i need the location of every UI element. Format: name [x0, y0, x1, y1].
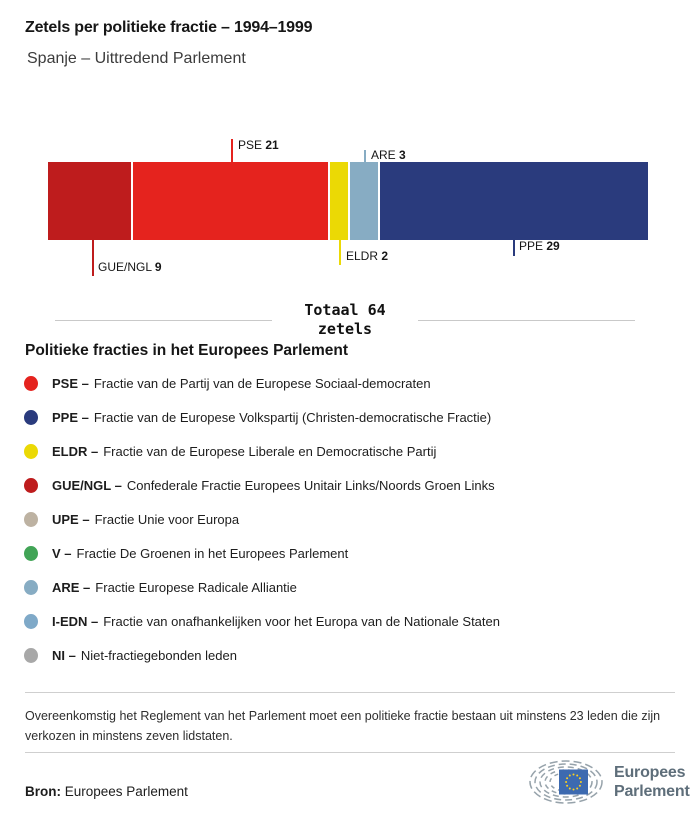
pse-value-label: PSE 21	[238, 138, 279, 152]
ppe-tick-line	[513, 240, 515, 256]
are-dot-icon	[24, 580, 38, 595]
legend-abbr: NI –	[52, 647, 76, 663]
v-dot-icon	[24, 546, 38, 561]
eu-flag-icon	[559, 770, 588, 795]
legend-item-ni	[24, 638, 500, 672]
legend-abbr: V –	[52, 545, 72, 561]
stacked-bar	[48, 162, 648, 240]
total-rule-right	[418, 320, 635, 321]
legend-abbr: PSE –	[52, 375, 89, 391]
total-line-2: zetels	[317, 320, 373, 338]
eldr-tick-line	[339, 240, 341, 265]
legend-abbr: GUE/NGL –	[52, 477, 122, 493]
legend-desc: Fractie van de Europese Volkspartij (Christen-democratische Fractie)	[93, 409, 492, 425]
legend-abbr: UPE –	[52, 511, 90, 527]
legend-desc: Fractie van de Europese Liberale en Democratische Partij	[103, 443, 437, 459]
bar-segment-gue-ngl	[48, 162, 131, 240]
legend-desc: Fractie Europese Radicale Alliantie	[95, 579, 297, 595]
total-line-1: Totaal 64	[304, 301, 386, 319]
ppe-dot-icon	[24, 410, 38, 425]
legend-abbr: I-EDN –	[52, 613, 99, 629]
eldr-dot-icon	[24, 444, 38, 459]
ep-logo-wordmark	[614, 763, 690, 801]
legend-desc: Fractie De Groenen in het Europees Parlement	[76, 545, 349, 561]
are-value-label: ARE 3	[371, 148, 406, 162]
total-rule-left	[55, 320, 272, 321]
total-seats-row	[55, 301, 635, 339]
gue-ngl-dot-icon	[24, 478, 38, 493]
legend-item-i-edn	[24, 604, 500, 638]
source-line	[25, 784, 188, 799]
legend-abbr: ELDR –	[52, 443, 99, 459]
legend-list	[24, 366, 500, 672]
bar-segment-are	[350, 162, 378, 240]
bar-segment-ppe	[380, 162, 648, 240]
upe-dot-icon	[24, 512, 38, 527]
divider-top	[25, 692, 675, 693]
legend-abbr: PPE –	[52, 409, 89, 425]
pse-dot-icon	[24, 376, 38, 391]
ep-logo-line-1: Europees	[614, 764, 686, 781]
page-subtitle: Spanje – Uittredend Parlement	[27, 50, 246, 67]
legend-item-v	[24, 536, 500, 570]
ni-dot-icon	[24, 648, 38, 663]
legend-heading: Politieke fracties in het Europees Parlement	[25, 342, 349, 359]
bar-segment-pse	[133, 162, 327, 240]
gue-ngl-tick-line	[92, 240, 94, 276]
i-edn-dot-icon	[24, 614, 38, 629]
divider-bottom	[25, 752, 675, 753]
page-title: Zetels per politieke fractie – 1994–1999	[25, 19, 313, 36]
legend-desc: Fractie van onafhankelijken voor het Europa van de Nationale Staten	[103, 613, 500, 629]
source-label: Bron:	[25, 784, 61, 799]
gue-ngl-value-label: GUE/NGL 9	[98, 260, 162, 274]
ep-logo-line-2: Parlement	[614, 783, 690, 800]
are-tick-line	[364, 150, 366, 162]
legend-abbr: ARE –	[52, 579, 91, 595]
legend-item-pse	[24, 366, 500, 400]
european-parliament-logo	[526, 759, 690, 805]
legend-item-gue-ngl	[24, 468, 500, 502]
bar-segment-eldr	[330, 162, 349, 240]
eldr-value-label: ELDR 2	[346, 249, 389, 263]
legend-desc: Confederale Fractie Europees Unitair Links/Noords Groen Links	[126, 477, 495, 493]
legend-item-upe	[24, 502, 500, 536]
pse-tick-line	[231, 139, 233, 162]
total-seats-label	[272, 301, 417, 339]
legend-item-eldr	[24, 434, 500, 468]
legend-desc: Niet-fractiegebonden leden	[80, 647, 237, 663]
legend-desc: Fractie Unie voor Europa	[94, 511, 240, 527]
footnote: Overeenkomstig het Reglement van het Parlement moet een politieke fractie bestaan uit minstens 23 leden die zijn verkozen in minstens zeven lidstaten.	[25, 709, 661, 743]
legend-desc: Fractie van de Partij van de Europese Sociaal-democraten	[93, 375, 431, 391]
ppe-value-label: PPE 29	[519, 239, 560, 253]
legend-item-are	[24, 570, 500, 604]
ep-hemicycle-flag-icon	[526, 759, 606, 805]
source-value: Europees Parlement	[64, 784, 188, 799]
legend-item-ppe	[24, 400, 500, 434]
